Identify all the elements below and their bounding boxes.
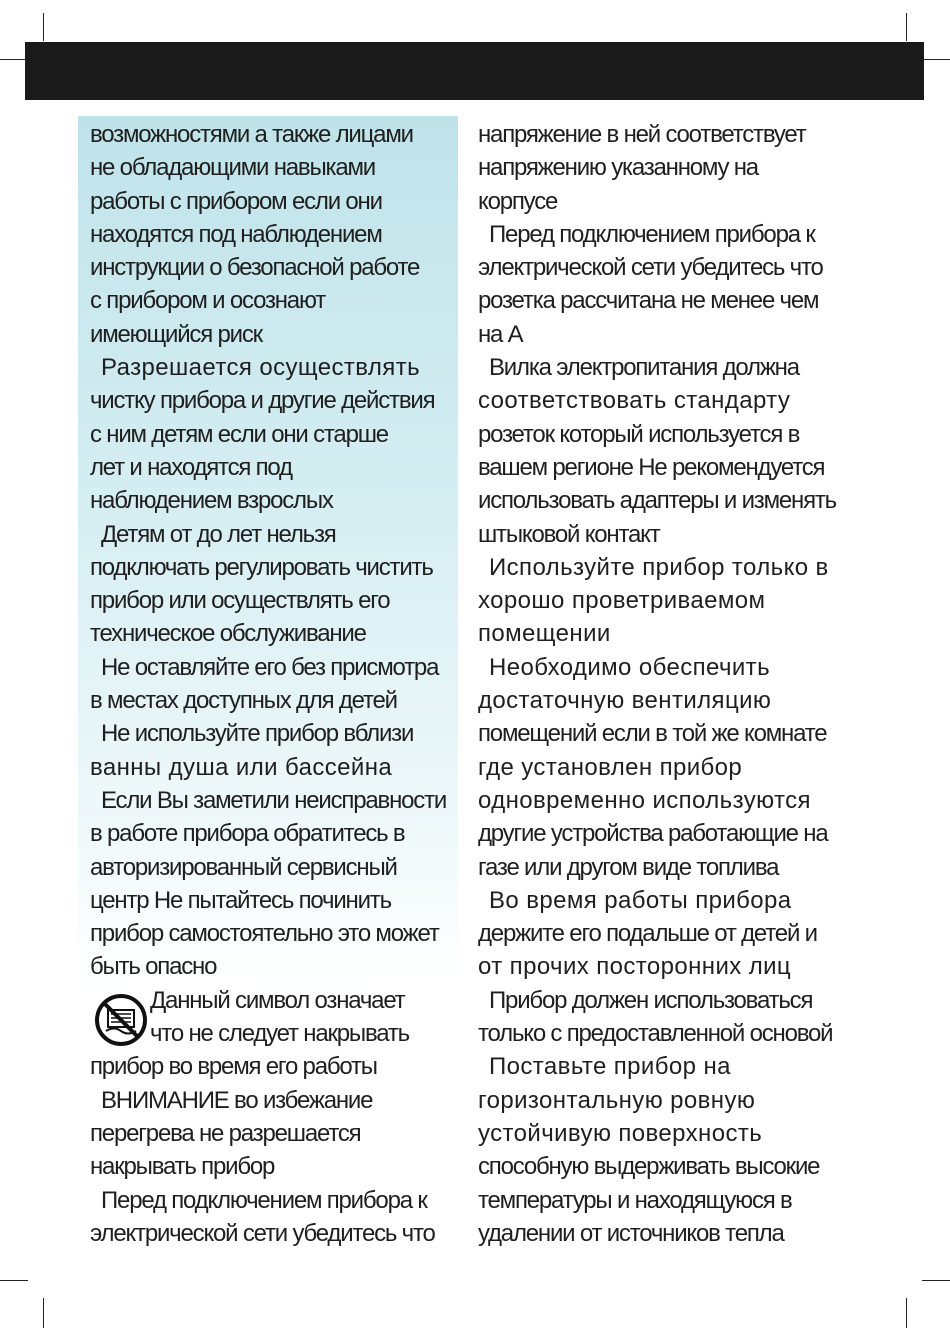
right-column — [478, 118, 850, 1250]
text-line: на А — [478, 320, 523, 348]
text-line: Данный символ означает — [150, 986, 405, 1014]
text-line: накрывать прибор — [90, 1153, 275, 1181]
left-column — [90, 118, 458, 1250]
text-line: прибор во время его работы — [90, 1053, 377, 1081]
text-line: техническое обслуживание — [90, 620, 366, 648]
text-line: соответствовать стандарту — [478, 387, 791, 415]
text-line: Вилка электропитания должна — [489, 354, 799, 382]
text-line: в местах доступных для детей — [90, 687, 397, 715]
text-line: работы с прибором если они — [90, 187, 382, 215]
text-line: что не следует накрывать — [150, 1020, 409, 1048]
text-line: Поставьте прибор на — [489, 1053, 731, 1081]
text-line: хорошо проветриваемом — [478, 587, 766, 615]
text-line: использовать адаптеры и изменять — [478, 487, 836, 515]
crop-mark-top-right-v — [906, 13, 907, 41]
text-line: другие устройства работающие на — [478, 820, 828, 848]
text-line: прибор самостоятельно это может — [90, 920, 439, 948]
text-line: возможностями а также лицами — [90, 121, 413, 148]
text-line: Прибор должен использоваться — [489, 986, 813, 1014]
text-line: не обладающими навыками — [90, 154, 375, 182]
text-line: Во время работы прибора — [489, 886, 792, 914]
text-line: центр Не пытайтесь починить — [90, 886, 391, 914]
text-line: электрической сети убедитесь что — [90, 1219, 435, 1247]
text-line: Не оставляйте его без присмотра — [101, 653, 439, 681]
text-line: имеющийся риск — [90, 320, 262, 348]
text-line: штыковой контакт — [478, 520, 660, 548]
text-line: от прочих посторонних лиц — [478, 953, 792, 981]
crop-mark-top-left-v — [43, 13, 44, 41]
text-line: одновременно используются — [478, 786, 811, 814]
text-line: с ним детям если они старше — [90, 420, 388, 448]
text-line: где установлен прибор — [478, 753, 743, 781]
text-line: держите его подальше от детей и — [478, 920, 817, 948]
text-line: только с предоставленной основой — [478, 1020, 833, 1048]
text-line: Используйте прибор только в — [489, 553, 829, 581]
text-line: лет и находятся под — [90, 453, 292, 481]
text-line: наблюдением взрослых — [90, 487, 333, 515]
crop-mark-top-left-h — [0, 59, 28, 60]
text-line: инструкции о безопасной работе — [90, 254, 420, 282]
do-not-cover-icon — [94, 993, 148, 1047]
header-bar — [25, 42, 924, 100]
text-line: достаточную вентиляцию — [478, 687, 772, 715]
text-line: перегрева не разрешается — [90, 1119, 361, 1147]
text-line: газе или другом виде топлива — [478, 853, 779, 881]
text-line: электрической сети убедитесь что — [478, 254, 823, 282]
text-line: в работе прибора обратитесь в — [90, 820, 405, 848]
text-line: Перед подключением прибора к — [489, 220, 815, 248]
crop-mark-bottom-right-v — [906, 1298, 907, 1328]
text-line: Перед подключением прибора к — [101, 1186, 427, 1214]
text-line: напряжение в ней соответствует — [478, 121, 806, 148]
text-line: прибор или осуществлять его — [90, 587, 390, 615]
text-line: Необходимо обеспечить — [489, 653, 770, 681]
text-line: Не используйте прибор вблизи — [101, 720, 414, 748]
text-line: Детям от до лет нельзя — [101, 520, 336, 548]
crop-mark-bottom-left-v — [43, 1298, 44, 1328]
text-line: температуры и находящуюся в — [478, 1186, 792, 1214]
text-line: подключать регулировать чистить — [90, 553, 433, 581]
text-line: напряжению указанному на — [478, 154, 758, 182]
text-line: вашем регионе Не рекомендуется — [478, 453, 825, 481]
text-line: ванны душа или бассейна — [90, 753, 393, 781]
text-line: ВНИМАНИЕ во избежание — [101, 1086, 373, 1114]
text-line: быть опасно — [90, 953, 217, 981]
crop-mark-bottom-right-h — [922, 1280, 950, 1281]
text-line: помещении — [478, 620, 611, 648]
crop-mark-top-right-h — [922, 59, 950, 60]
text-line: с прибором и осознают — [90, 287, 326, 315]
text-line: розетка рассчитана не менее чем — [478, 287, 819, 315]
text-line: способную выдерживать высокие — [478, 1153, 820, 1181]
text-line: авторизированный сервисный — [90, 853, 397, 881]
text-line: чистку прибора и другие действия — [90, 387, 435, 415]
text-line: горизонтальную ровную — [478, 1086, 756, 1114]
text-line: помещений если в той же комнате — [478, 720, 827, 748]
text-line: корпусе — [478, 187, 558, 215]
text-line: удалении от источников тепла — [478, 1219, 784, 1247]
text-line: Разрешается осуществлять — [101, 354, 420, 382]
text-line: Если Вы заметили неисправности — [101, 786, 447, 814]
text-line: устойчивую поверхность — [478, 1119, 763, 1147]
text-line: розеток который используется в — [478, 420, 800, 448]
text-line: находятся под наблюдением — [90, 220, 382, 248]
crop-mark-bottom-left-h — [0, 1280, 28, 1281]
